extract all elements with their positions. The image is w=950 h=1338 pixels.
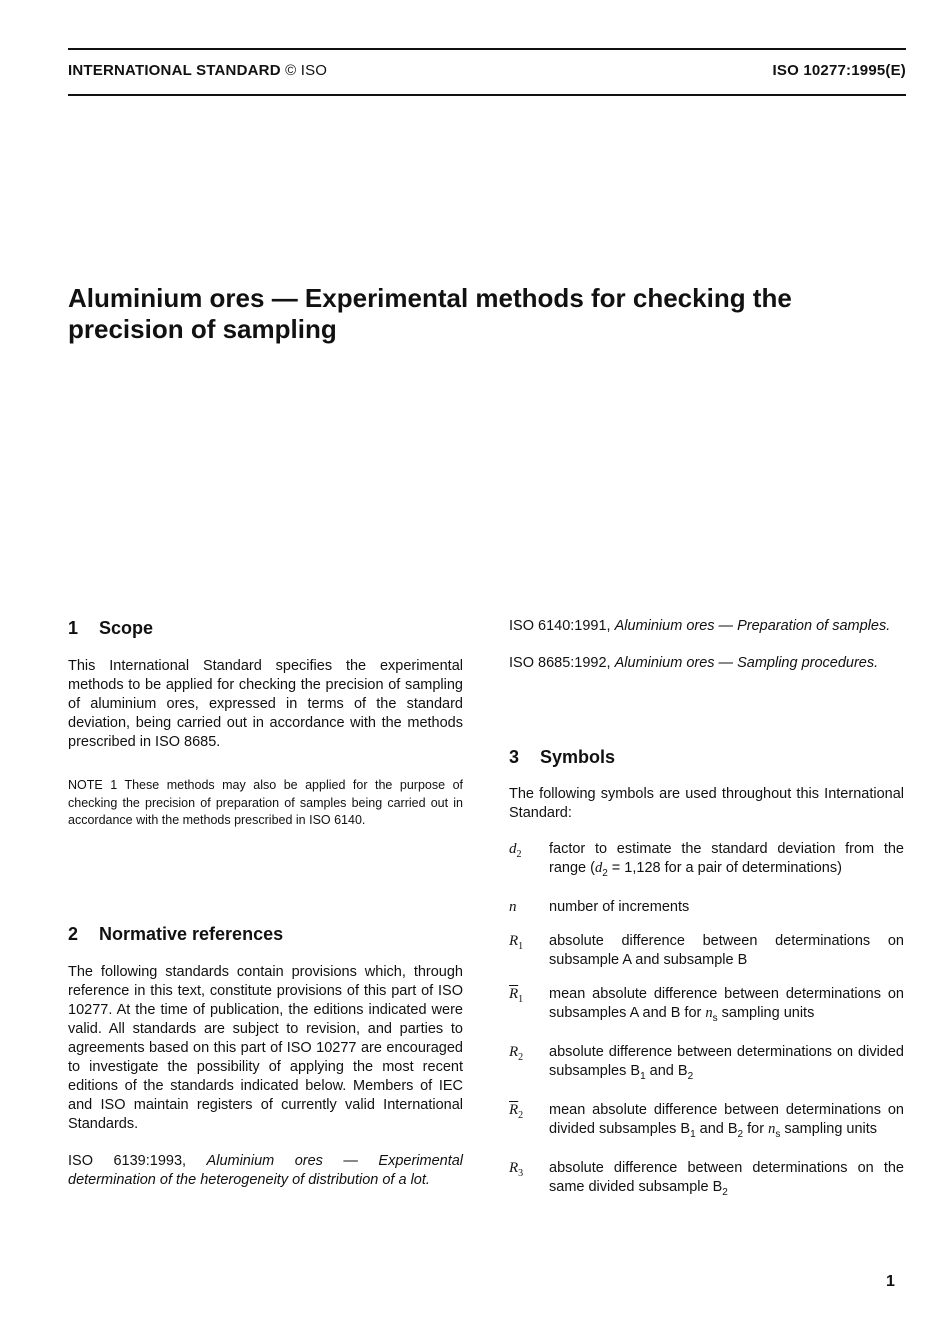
symbol-entry-r1-mean (509, 985, 904, 1028)
symbol-definition: number of increments (549, 898, 690, 915)
normative-paragraph: The following standards contain provisions which, through reference in this text, constitute provisions of this part of ISO 10277. At the time of publication, the editions indicated were valid. All standards are subject to revision, and parties to agreements based on this part of ISO 10277 are encouraged to investigate the possibility of applying the most recent editions of the standards indicated below. Members of IEC and ISO maintain registers of currently valid International Standards. (68, 964, 463, 1132)
symbols-heading (509, 746, 904, 768)
reference-code: ISO 8685:1992, (509, 655, 611, 671)
header-copyright: © ISO (285, 62, 328, 79)
symbol-label: $R_2$ (509, 1043, 524, 1063)
symbol-label: $\overline{R}_1$ (509, 985, 524, 1005)
reference-code: ISO 6139:1993, (68, 1153, 187, 1169)
symbol-entry-r1 (509, 932, 904, 970)
normative-section (68, 923, 463, 1190)
symbol-definition: absolute difference between determinations on subsample A and subsample B (549, 932, 904, 968)
symbol-label: n (509, 898, 517, 915)
scope-paragraph: This International Standard specifies the experimental methods to be applied for checking the precision of sampling of aluminium ores, expressed in terms of the standard deviation, being carried out in accordance with the methods prescribed in ISO 8685. (68, 658, 463, 750)
scope-note: NOTE 1 These methods may also be applied for the purpose of checking the precision of preparation of samples being carried out in accordance with the methods prescribed in ISO 6140. (68, 778, 463, 827)
symbol-definition: mean absolute difference between determinations on divided subsamples $B_1$ and $B_2$ for $n_s$ sampling units (549, 1101, 904, 1140)
symbol-entry-r3 (509, 1159, 904, 1202)
symbols-intro: The following symbols are used throughout this International Standard: (509, 786, 904, 821)
symbol-entry-r2 (509, 1043, 904, 1086)
symbol-label: $R_1$ (509, 932, 524, 952)
section-title: Symbols (540, 747, 616, 767)
section-title: Scope (99, 618, 154, 638)
reference-iso-6140 (509, 617, 904, 636)
reference-title: Aluminium ores — Experimental determination of the heterogeneity of distribution of a lot. (68, 1153, 464, 1188)
symbol-definition: factor to estimate the standard deviation from the range ($d_2 = 1,128$ for a pair of determinations) (549, 841, 904, 879)
document-title: Aluminium ores — Experimental methods for checking the precision of sampling (68, 283, 792, 344)
symbol-label: $d_2$ (509, 841, 522, 860)
top-rule (68, 48, 906, 50)
symbol-label: $\overline{R}_2$ (509, 1101, 524, 1121)
header-doc-number: ISO 10277:1995(E) (772, 62, 906, 79)
reference-iso-8685 (509, 654, 904, 673)
reference-title: Aluminium ores — Preparation of samples. (614, 618, 891, 634)
section-title: Normative references (99, 924, 284, 944)
symbol-entry-n (509, 898, 904, 917)
symbol-definition: absolute difference between determinations on divided subsamples $B_1$ and $B_2$ (549, 1043, 904, 1082)
page-number: 1 (886, 1273, 895, 1290)
symbol-entry-d2 (509, 840, 904, 883)
normative-heading (68, 923, 463, 945)
header-rule (68, 94, 906, 96)
scope-heading (68, 617, 463, 639)
section-number: 1 (68, 618, 79, 638)
header-standard-label: INTERNATIONAL STANDARD (68, 62, 281, 79)
symbol-definition: absolute difference between determinations on the same divided subsample $B_2$ (549, 1159, 904, 1198)
symbols-section (509, 746, 904, 1201)
symbol-entry-r2-mean (509, 1101, 904, 1144)
references-continued (509, 617, 904, 673)
reference-code: ISO 6140:1991, (509, 618, 611, 634)
symbol-definition: mean absolute difference between determinations on subsamples A and B for $n_s$ sampling units (549, 985, 904, 1024)
reference-title: Aluminium ores — Sampling procedures. (614, 655, 879, 671)
symbol-label: $R_3$ (509, 1159, 524, 1179)
header-left (68, 62, 327, 79)
scope-section (68, 617, 463, 830)
section-number: 2 (68, 924, 79, 944)
section-number: 3 (509, 747, 520, 767)
reference-iso-6139 (68, 1152, 463, 1190)
